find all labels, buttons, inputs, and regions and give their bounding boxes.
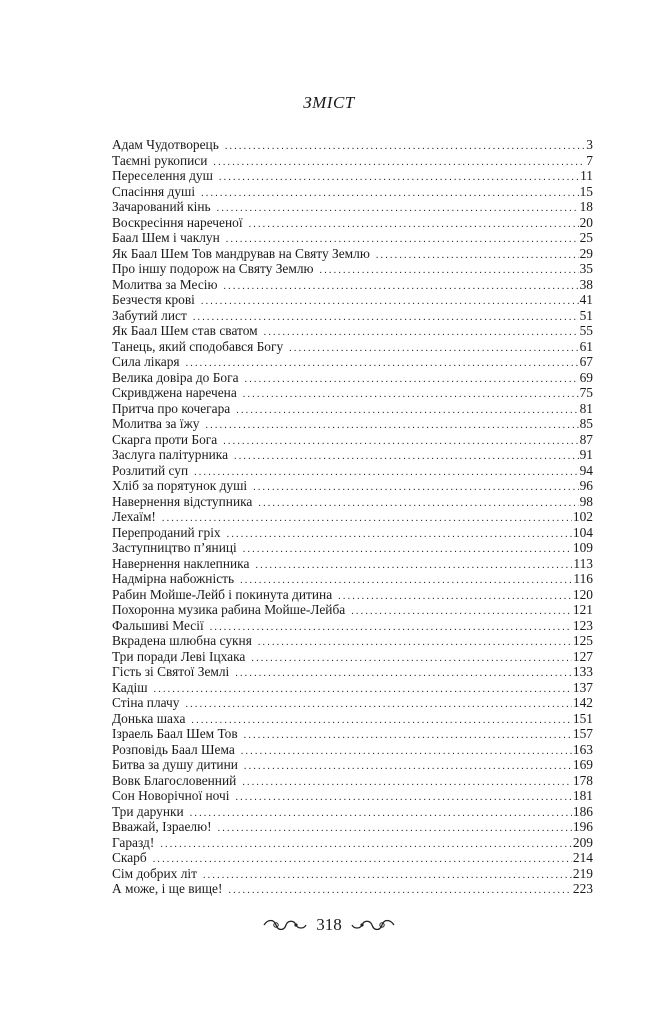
- table-of-contents: [112, 137, 593, 897]
- toc-entry: [112, 850, 593, 866]
- toc-entry-page: 142: [572, 695, 593, 710]
- toc-entry-title: Безчестя крові: [112, 292, 195, 307]
- toc-entry-title: Зачарований кінь: [112, 199, 211, 214]
- toc-dot-leader: [205, 418, 578, 434]
- toc-dot-leader: [338, 589, 572, 605]
- toc-entry: [112, 525, 593, 541]
- toc-entry-title: Гаразд!: [112, 834, 155, 850]
- toc-entry-title: Навернення відступника: [112, 493, 253, 509]
- toc-dot-leader: [213, 155, 585, 171]
- toc-entry: [112, 804, 593, 820]
- toc-entry-title: Вовк Благословенний: [112, 772, 237, 788]
- toc-entry: [112, 819, 593, 835]
- toc-entry-title: Танець, який сподобався Богу: [112, 338, 284, 354]
- toc-entry: [112, 757, 593, 773]
- left-ornament-icon: [262, 916, 308, 934]
- toc-entry-title: Як Баал Шем Тов мандрував на Святу Землю: [112, 245, 370, 261]
- toc-dot-leader: [191, 713, 571, 729]
- toc-entry-page: 29: [579, 245, 593, 261]
- toc-entry-page: 61: [579, 338, 593, 354]
- toc-dot-leader: [236, 403, 578, 419]
- toc-entry-title: Про іншу подорож на Святу Землю: [112, 261, 314, 276]
- toc-entry-page: 55: [579, 323, 593, 338]
- toc-entry-page: 104: [572, 524, 593, 540]
- toc-entry-title: Рабин Мойше-Лейб і покинута дитина: [112, 586, 333, 602]
- toc-entry-title: Сім добрих літ: [112, 865, 197, 881]
- toc-entry-title: Забутий лист: [112, 307, 187, 323]
- toc-entry: [112, 540, 593, 556]
- toc-entry-page: 38: [579, 276, 593, 292]
- toc-entry-title: Кадіш: [112, 679, 148, 695]
- toc-dot-leader: [249, 217, 579, 233]
- toc-entry: [112, 695, 593, 711]
- toc-entry-page: 11: [580, 168, 593, 183]
- toc-dot-leader: [289, 341, 578, 357]
- toc-entry-page: 157: [572, 726, 593, 741]
- toc-dot-leader: [185, 697, 571, 713]
- toc-dot-leader: [190, 806, 572, 822]
- toc-dot-leader: [243, 542, 572, 558]
- toc-entry-title: Три дарунки: [112, 803, 184, 819]
- toc-entry: [112, 881, 593, 897]
- toc-dot-leader: [243, 387, 579, 403]
- toc-dot-leader: [241, 744, 572, 760]
- toc-dot-leader: [264, 325, 579, 341]
- toc-entry: [112, 385, 593, 401]
- toc-dot-leader: [234, 449, 579, 465]
- toc-entry: [112, 401, 593, 417]
- toc-entry-title: Молитва за їжу: [112, 416, 200, 431]
- toc-entry-title: Сон Новорічної ночі: [112, 788, 230, 803]
- toc-dot-leader: [217, 201, 579, 217]
- toc-entry-title: Три поради Леві Іцхака: [112, 648, 246, 664]
- toc-dot-leader: [223, 279, 578, 295]
- toc-dot-leader: [201, 186, 579, 202]
- toc-dot-leader: [235, 790, 571, 806]
- toc-entry-page: 120: [572, 586, 593, 602]
- toc-entry-title: Велика довіра до Бога: [112, 369, 239, 385]
- toc-entry: [112, 726, 593, 742]
- toc-entry: [112, 680, 593, 696]
- toc-dot-leader: [244, 728, 572, 744]
- toc-dot-leader: [160, 837, 572, 853]
- toc-entry: [112, 432, 593, 448]
- toc-entry: [112, 835, 593, 851]
- toc-entry: [112, 168, 593, 184]
- toc-entry: [112, 478, 593, 494]
- toc-dot-leader: [186, 356, 579, 372]
- toc-dot-leader: [242, 775, 572, 791]
- toc-entry-title: Ізраель Баал Шем Тов: [112, 726, 238, 741]
- toc-entry: [112, 633, 593, 649]
- toc-entry-title: Навернення наклепника: [112, 555, 250, 571]
- toc-entry: [112, 261, 593, 277]
- toc-entry: [112, 339, 593, 355]
- toc-entry-title: Розповідь Баал Шема: [112, 741, 235, 757]
- toc-entry: [112, 463, 593, 479]
- toc-entry-title: Скривджена наречена: [112, 385, 237, 400]
- toc-dot-leader: [219, 170, 579, 186]
- toc-entry-title: Сила лікаря: [112, 354, 180, 369]
- toc-entry-page: 209: [572, 834, 593, 850]
- toc-entry-title: Гість зі Святої Землі: [112, 664, 230, 679]
- toc-entry-page: 3: [586, 137, 593, 152]
- toc-entry: [112, 509, 593, 525]
- toc-entry: [112, 788, 593, 804]
- toc-entry-page: 91: [579, 447, 593, 462]
- toc-entry-page: 51: [579, 307, 593, 323]
- toc-entry-page: 75: [579, 385, 593, 400]
- toc-entry-title: Стіна плачу: [112, 695, 180, 710]
- toc-dot-leader: [351, 604, 572, 620]
- toc-entry-title: Як Баал Шем став сватом: [112, 323, 258, 338]
- toc-dot-leader: [245, 372, 579, 388]
- toc-entry-page: 178: [572, 772, 593, 788]
- toc-entry: [112, 323, 593, 339]
- toc-entry-title: Фальшиві Месії: [112, 617, 204, 633]
- toc-entry-title: Битва за душу дитини: [112, 757, 238, 772]
- toc-entry-page: 109: [572, 540, 593, 555]
- toc-entry-page: 35: [579, 261, 593, 276]
- toc-entry: [112, 556, 593, 572]
- toc-entry-title: Заслуга палітурника: [112, 447, 229, 462]
- toc-entry-page: 102: [572, 509, 593, 524]
- toc-entry-title: Заступництво п’яниці: [112, 540, 237, 555]
- toc-entry-page: 69: [579, 369, 593, 385]
- toc-entry: [112, 602, 593, 618]
- toc-entry-page: 214: [572, 850, 593, 865]
- toc-entry-title: Молитва за Месію: [112, 276, 218, 292]
- toc-dot-leader: [154, 682, 572, 698]
- toc-dot-leader: [320, 263, 579, 279]
- toc-entry-title: Вважай, Ізраелю!: [112, 819, 212, 834]
- toc-dot-leader: [227, 527, 572, 543]
- toc-dot-leader: [258, 635, 572, 651]
- toc-dot-leader: [228, 883, 571, 899]
- toc-entry: [112, 649, 593, 665]
- toc-entry: [112, 416, 593, 432]
- toc-entry-page: 87: [579, 431, 593, 447]
- toc-entry-title: Похоронна музика рабина Мойше-Лейба: [112, 602, 346, 617]
- toc-entry: [112, 230, 593, 246]
- page-footer: [0, 915, 658, 935]
- toc-dot-leader: [258, 496, 578, 512]
- toc-entry: [112, 571, 593, 587]
- toc-entry-page: 186: [572, 803, 593, 819]
- toc-entry-page: 219: [572, 865, 593, 881]
- toc-dot-leader: [244, 759, 572, 775]
- toc-entry-page: 85: [579, 416, 593, 431]
- toc-entry-page: 41: [579, 292, 593, 307]
- toc-entry-page: 127: [572, 648, 593, 664]
- toc-entry-page: 20: [579, 214, 593, 230]
- toc-entry-page: 96: [579, 478, 593, 493]
- toc-entry: [112, 277, 593, 293]
- toc-entry-title: Хліб за порятунок душі: [112, 478, 248, 493]
- toc-entry: [112, 308, 593, 324]
- toc-entry-title: Розлитий суп: [112, 462, 189, 478]
- toc-entry-page: 121: [572, 602, 593, 617]
- toc-entry-page: 181: [572, 788, 593, 803]
- toc-entry-page: 163: [572, 741, 593, 757]
- right-ornament-icon: [350, 916, 396, 934]
- toc-entry-title: Баал Шем і чаклун: [112, 230, 220, 245]
- toc-entry: [112, 137, 593, 153]
- toc-entry-page: 25: [579, 230, 593, 245]
- toc-entry: [112, 199, 593, 215]
- toc-entry-title: Спасіння душі: [112, 183, 196, 199]
- toc-dot-leader: [153, 852, 572, 868]
- toc-entry-page: 67: [579, 354, 593, 369]
- page-title: ЗМІСТ: [303, 93, 355, 112]
- toc-entry: [112, 587, 593, 603]
- page-number: 318: [316, 915, 342, 934]
- toc-entry-title: Донька шаха: [112, 710, 186, 726]
- toc-dot-leader: [235, 666, 572, 682]
- toc-entry: [112, 184, 593, 200]
- toc-entry-title: Скарга проти Бога: [112, 431, 218, 447]
- toc-dot-leader: [201, 294, 579, 310]
- toc-dot-leader: [376, 248, 579, 264]
- toc-entry-page: 169: [572, 757, 593, 772]
- toc-dot-leader: [225, 139, 585, 155]
- toc-entry: [112, 215, 593, 231]
- toc-entry-title: Перепроданий гріх: [112, 524, 221, 540]
- toc-entry-page: 113: [573, 555, 593, 571]
- toc-entry-page: 223: [572, 881, 593, 896]
- toc-entry-page: 137: [572, 679, 593, 695]
- toc-entry: [112, 494, 593, 510]
- toc-dot-leader: [218, 821, 572, 837]
- toc-entry-page: 116: [573, 571, 593, 586]
- toc-entry: [112, 866, 593, 882]
- toc-entry-title: Вкрадена шлюбна сукня: [112, 633, 252, 648]
- toc-entry-page: 98: [579, 493, 593, 509]
- toc-dot-leader: [251, 651, 572, 667]
- toc-entry-page: 196: [572, 819, 593, 834]
- toc-entry-page: 7: [586, 152, 593, 168]
- toc-entry-title: Лехаїм!: [112, 509, 156, 524]
- toc-entry: [112, 354, 593, 370]
- toc-entry: [112, 447, 593, 463]
- toc-entry-page: 15: [579, 183, 593, 199]
- toc-entry-page: 133: [572, 664, 593, 679]
- toc-entry: [112, 153, 593, 169]
- toc-entry: [112, 711, 593, 727]
- toc-dot-leader: [255, 558, 572, 574]
- toc-entry-title: Переселення душ: [112, 168, 213, 183]
- toc-dot-leader: [203, 868, 572, 884]
- toc-entry: [112, 664, 593, 680]
- toc-entry: [112, 742, 593, 758]
- toc-entry-title: Надмірна набожність: [112, 571, 235, 586]
- toc-entry: [112, 773, 593, 789]
- toc-dot-leader: [210, 620, 572, 636]
- toc-entry-page: 125: [572, 633, 593, 648]
- toc-entry: [112, 292, 593, 308]
- toc-entry: [112, 246, 593, 262]
- toc-entry-title: Адам Чудотворець: [112, 137, 219, 152]
- toc-entry-title: А може, і ще вище!: [112, 881, 223, 896]
- toc-entry: [112, 618, 593, 634]
- toc-entry-page: 151: [572, 710, 593, 726]
- toc-entry: [112, 370, 593, 386]
- toc-entry-page: 81: [579, 400, 593, 416]
- toc-dot-leader: [223, 434, 578, 450]
- toc-entry-title: Притча про кочегара: [112, 400, 231, 416]
- toc-entry-title: Воскресіння нареченої: [112, 214, 243, 230]
- toc-entry-page: 94: [579, 462, 593, 478]
- toc-entry-page: 123: [572, 617, 593, 633]
- toc-entry-title: Скарб: [112, 850, 147, 865]
- toc-entry-page: 18: [579, 199, 593, 214]
- toc-entry-title: Таємні рукописи: [112, 152, 208, 168]
- toc-dot-leader: [253, 480, 578, 496]
